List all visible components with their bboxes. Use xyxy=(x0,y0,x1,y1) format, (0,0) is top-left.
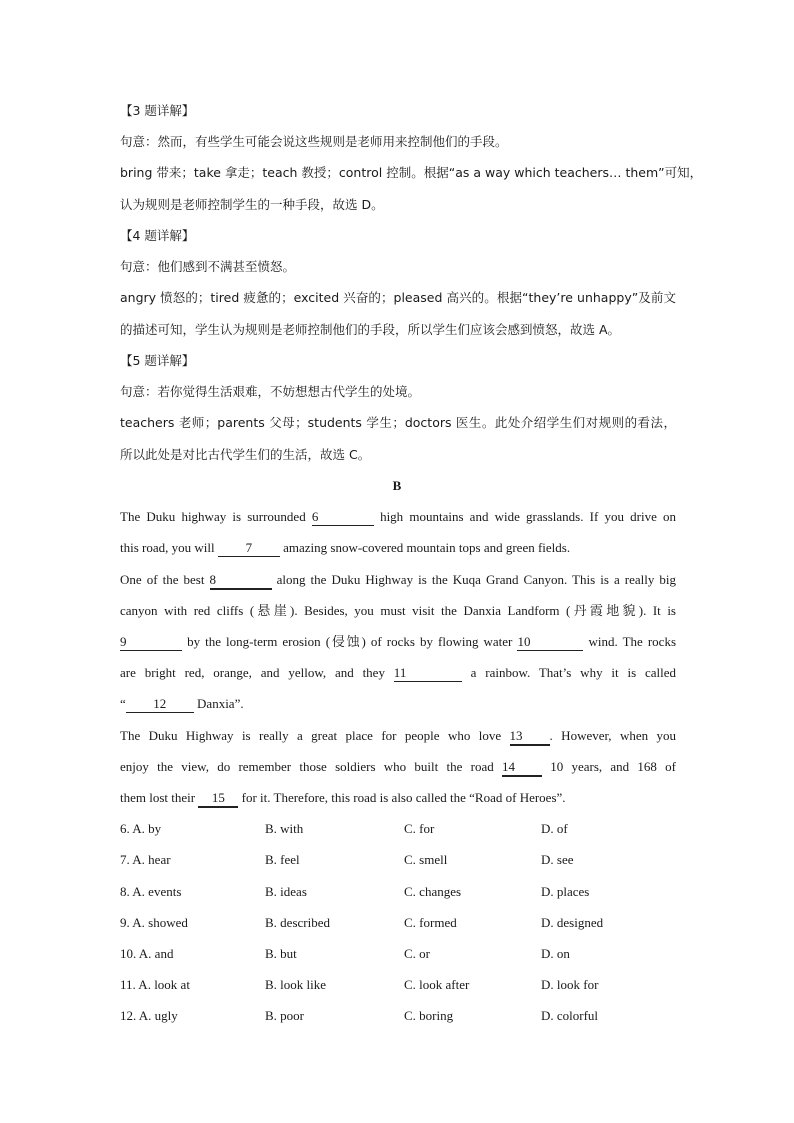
passage-p3-line1 xyxy=(120,726,676,746)
passage-text: this road, you will xyxy=(120,540,215,555)
passage-text: . However, when you xyxy=(549,728,676,743)
option-a: 7. A. hear xyxy=(120,852,171,867)
passage-p2-line4 xyxy=(120,663,676,683)
option-b: B. feel xyxy=(265,852,300,867)
passage-text: wind. The rocks xyxy=(588,634,677,649)
detail-4-explain-line1: angry 愤怒的；tired 疲惫的；excited 兴奋的；pleased 高兴的。根据“they’re unhappy”及前文 xyxy=(120,290,676,305)
detail-5-explain-line1: teachers 老师；parents 父母；students 学生；doctors 医生。此处介绍学生们对规则的看法， xyxy=(120,415,676,430)
option-d: D. places xyxy=(541,884,590,899)
option-b: B. poor xyxy=(265,1008,304,1023)
passage-p2-line1 xyxy=(120,570,676,590)
blank-12: 12 xyxy=(126,696,194,713)
detail-3-meaning: 句意：然而，有些学生可能会说这些规则是老师用来控制他们的手段。 xyxy=(120,134,508,149)
blank-8: 8 xyxy=(210,572,272,590)
passage-text: One of the best xyxy=(120,572,205,587)
detail-3-explain-line2: 认为规则是老师控制学生的一种手段，故选 D。 xyxy=(120,197,384,212)
blank-13: 13 xyxy=(510,728,550,746)
option-b: B. ideas xyxy=(265,884,307,899)
passage-text: for it. Therefore, this road is also called the “Road of Heroes”. xyxy=(241,790,566,805)
passage-text: Danxia”. xyxy=(197,696,244,711)
detail-5-heading: 【5 题详解】 xyxy=(120,353,195,368)
option-d: D. see xyxy=(541,852,574,867)
option-d: D. designed xyxy=(541,915,604,930)
option-c: C. boring xyxy=(404,1008,454,1023)
passage-p2-line2: canyon with red cliffs (悬崖). Besides, you must visit the Danxia Landform (丹霞地貌). It is xyxy=(120,603,676,618)
detail-4-explain-line2: 的描述可知，学生认为规则是老师控制他们的手段，所以学生们应该会感到愤怒，故选 A。 xyxy=(120,322,621,337)
blank-15: 15 xyxy=(198,790,238,808)
option-d: D. on xyxy=(541,946,570,961)
option-a: 6. A. by xyxy=(120,821,162,836)
blank-7: 7 xyxy=(218,540,280,557)
passage-p1-line2 xyxy=(120,538,676,558)
passage-text: 10 years, and 168 of xyxy=(550,759,676,774)
option-a: 11. A. look at xyxy=(120,977,190,992)
passage-text: The Duku highway is surrounded xyxy=(120,509,306,524)
passage-p3-line2 xyxy=(120,757,676,777)
passage-p2-line5 xyxy=(120,694,676,714)
section-b-title: B xyxy=(392,478,402,493)
passage-text: along the Duku Highway is the Kuqa Grand Canyon. This is a really big xyxy=(276,572,677,587)
option-c: C. formed xyxy=(404,915,457,930)
passage-text: by the long-term erosion (侵蚀) of rocks by flowing water xyxy=(187,634,513,649)
detail-3-explain-line1: bring 带来；take 拿走；teach 教授；control 控制。根据“as a way which teachers… them”可知， xyxy=(120,165,703,180)
detail-5-meaning: 句意：若你觉得生活艰难，不妨想想古代学生的处境。 xyxy=(120,384,421,399)
option-b: B. but xyxy=(265,946,297,961)
option-d: D. of xyxy=(541,821,568,836)
blank-14: 14 xyxy=(502,759,542,777)
option-a: 12. A. ugly xyxy=(120,1008,178,1023)
passage-text: them lost their xyxy=(120,790,196,805)
detail-3-heading: 【3 题详解】 xyxy=(120,103,195,118)
detail-5-explain-line2: 所以此处是对比古代学生们的生活，故选 C。 xyxy=(120,447,371,462)
passage-text: are bright red, orange, and yellow, and they xyxy=(120,665,385,680)
option-c: C. changes xyxy=(404,884,462,899)
passage-text: enjoy the view, do remember those soldiers who built the road xyxy=(120,759,494,774)
passage-p3-line3 xyxy=(120,788,676,808)
blank-9: 9 xyxy=(120,634,182,651)
option-a: 9. A. showed xyxy=(120,915,188,930)
option-c: C. for xyxy=(404,821,435,836)
option-b: B. with xyxy=(265,821,304,836)
passage-p2-line3 xyxy=(120,632,676,652)
passage-text: high mountains and wide grasslands. If you drive on xyxy=(380,509,677,524)
option-d: D. look for xyxy=(541,977,599,992)
option-c: C. look after xyxy=(404,977,470,992)
option-c: C. or xyxy=(404,946,430,961)
option-c: C. smell xyxy=(404,852,448,867)
blank-11: 11 xyxy=(394,665,462,682)
option-b: B. look like xyxy=(265,977,327,992)
option-a: 8. A. events xyxy=(120,884,182,899)
passage-p1-line1 xyxy=(120,507,676,527)
passage-text: amazing snow-covered mountain tops and green fields. xyxy=(283,540,571,555)
passage-text: “ xyxy=(120,696,126,711)
option-a: 10. A. and xyxy=(120,946,174,961)
passage-text: The Duku Highway is really a great place for people who love xyxy=(120,728,502,743)
passage-text: a rainbow. That’s why it is called xyxy=(470,665,677,680)
option-d: D. colorful xyxy=(541,1008,599,1023)
blank-6: 6 xyxy=(312,509,374,526)
detail-4-meaning: 句意：他们感到不满甚至愤怒。 xyxy=(120,259,296,274)
blank-10: 10 xyxy=(517,634,583,651)
option-b: B. described xyxy=(265,915,330,930)
detail-4-heading: 【4 题详解】 xyxy=(120,228,195,243)
